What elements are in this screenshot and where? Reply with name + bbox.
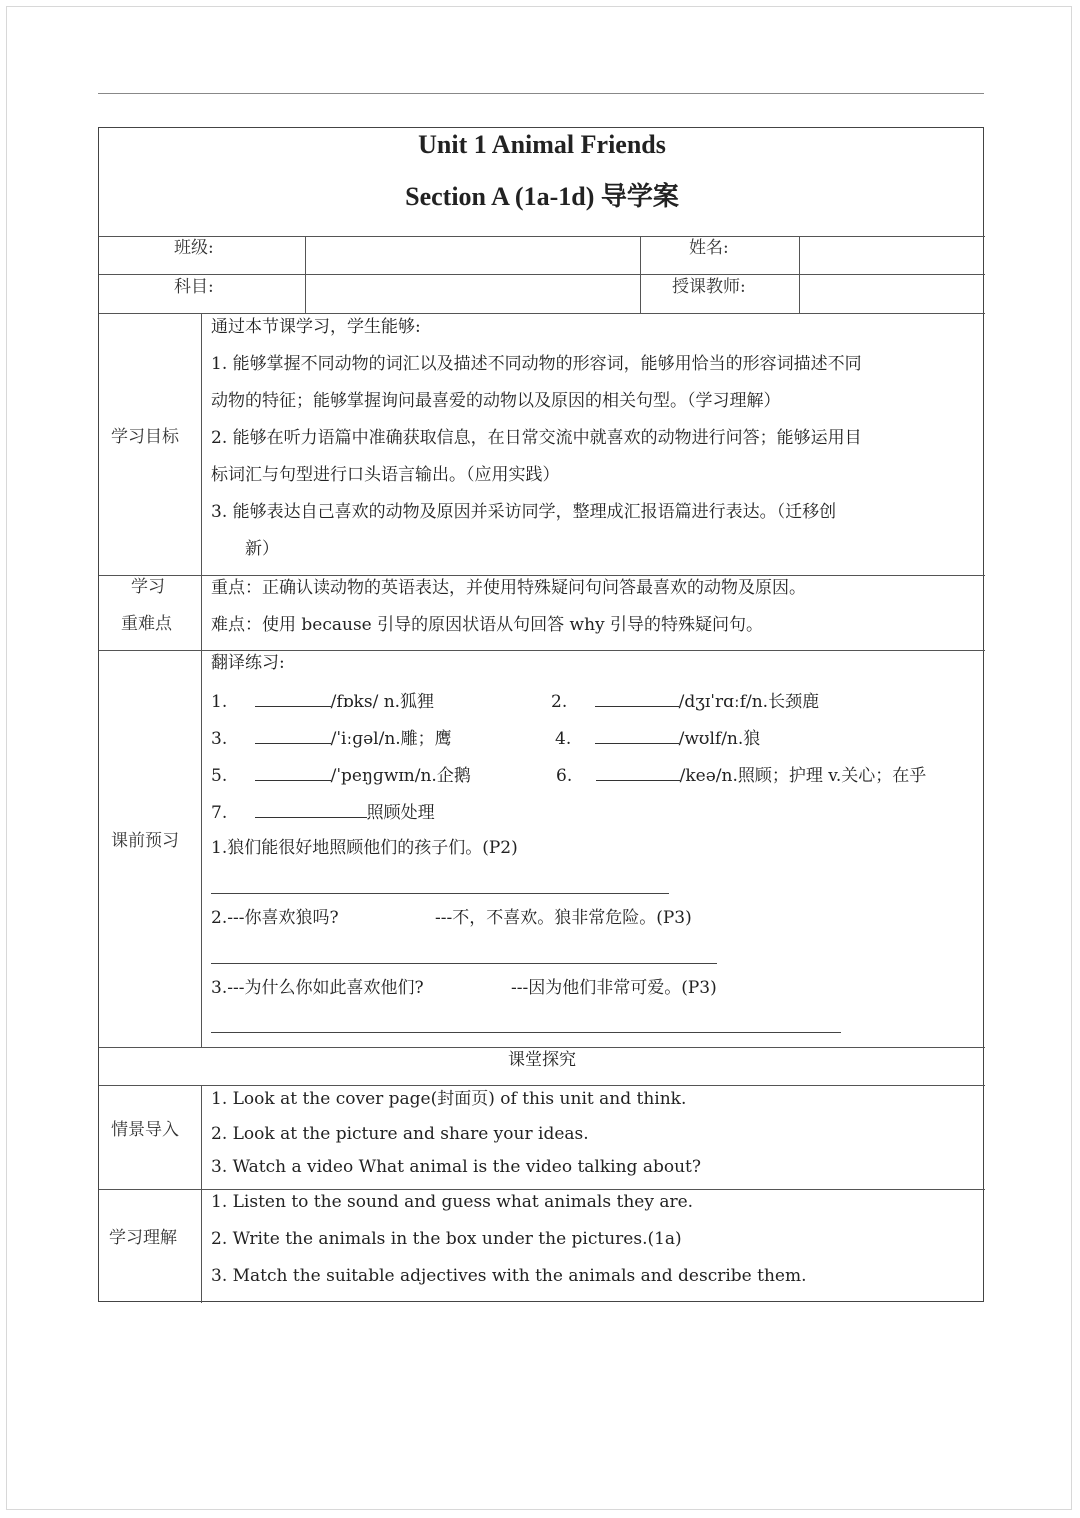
objective-line: 3. 能够表达自己喜欢的动物及原因并采访同学，整理成汇报语篇进行表达。（迁移创	[211, 502, 837, 522]
col-divider	[201, 1085, 202, 1303]
sentence-answer-hint: ---因为他们非常可爱。(P3)	[511, 978, 717, 998]
page-title: Unit 1 Animal Friends	[418, 130, 666, 159]
keypoints-label: 学习	[131, 577, 165, 597]
understanding-item: 1. Listen to the sound and guess what animals they are.	[211, 1192, 694, 1212]
vocab-blank[interactable]	[595, 727, 679, 744]
vocab-item: 1. /fɒks/ n.狐狸	[211, 692, 435, 712]
objective-line: 动物的特征；能够掌握询问最喜爱的动物以及原因的相关句型。（学习理解）	[211, 391, 781, 411]
situation-item: 1. Look at the cover page(封面页) of this unit and think.	[211, 1089, 687, 1109]
keypoint-focus: 重点：正确认读动物的英语表达，并使用特殊疑问句问答最喜欢的动物及原因。	[211, 578, 806, 598]
situation-label: 情景导入	[111, 1120, 179, 1140]
vocab-item: 6. /keə/n.照顾；护理 v.关心；在乎	[556, 766, 927, 786]
vocab-blank[interactable]	[255, 727, 331, 744]
understanding-label: 学习理解	[109, 1228, 177, 1248]
name-field[interactable]	[800, 237, 983, 273]
objective-line: 1. 能够掌握不同动物的词汇以及描述不同动物的形容词，能够用恰当的形容词描述不同	[211, 354, 862, 374]
vocab-blank[interactable]	[255, 801, 367, 818]
vocab-item: 4. /wʊlf/n.狼	[555, 729, 761, 749]
vocab-item: 3. /ˈiːɡəl/n.雕；鹰	[211, 729, 452, 749]
vocab-blank[interactable]	[596, 764, 680, 781]
answer-line[interactable]	[211, 1032, 841, 1033]
situation-item: 3. Watch a video What animal is the video talking about?	[211, 1157, 701, 1177]
row-divider	[99, 1047, 985, 1048]
vocab-item: 7. 照顾处理	[211, 803, 435, 823]
row-divider	[99, 575, 985, 576]
page-subtitle: Section A (1a-1d) 导学案	[405, 182, 679, 211]
answer-line[interactable]	[211, 963, 717, 964]
row-divider	[99, 1085, 985, 1086]
sentence-answer-hint: ---不，不喜欢。狼非常危险。(P3)	[435, 908, 692, 928]
sentence-prompt: 1.狼们能很好地照顾他们的孩子们。(P2)	[211, 838, 518, 858]
understanding-item: 2. Write the animals in the box under the pictures.(1a)	[211, 1229, 682, 1249]
keypoints-label: 重难点	[121, 614, 172, 634]
keypoint-difficulty: 难点：使用 because 引导的原因状语从句回答 why 引导的特殊疑问句。	[211, 615, 764, 635]
vocab-item: 2. /dʒɪˈrɑːf/n.长颈鹿	[551, 692, 820, 712]
col-divider	[640, 236, 641, 313]
subject-field[interactable]	[306, 275, 639, 312]
row-divider	[99, 650, 985, 651]
objectives-intro: 通过本节课学习，学生能够:	[211, 317, 421, 337]
teacher-label: 授课教师:	[672, 277, 746, 297]
class-field[interactable]	[306, 237, 639, 273]
name-label: 姓名:	[689, 238, 729, 258]
worksheet-table	[98, 127, 984, 1302]
sentence-prompt: 3.---为什么你如此喜欢他们?	[211, 978, 424, 998]
objectives-label: 学习目标	[111, 427, 179, 447]
vocab-blank[interactable]	[255, 764, 331, 781]
col-divider	[201, 313, 202, 1047]
preview-heading: 翻译练习:	[211, 653, 285, 673]
row-divider	[99, 313, 985, 314]
answer-line[interactable]	[211, 893, 669, 894]
vocab-item: 5. /ˈpeŋɡwɪn/n.企鹅	[211, 766, 471, 786]
preview-label: 课前预习	[111, 831, 179, 851]
classroom-heading: 课堂探究	[508, 1050, 576, 1070]
objective-line: 标词汇与句型进行口头语言输出。（应用实践）	[211, 465, 560, 485]
header-rule	[98, 93, 984, 94]
objective-line: 新）	[245, 539, 279, 559]
row-divider	[99, 1189, 985, 1190]
subject-label: 科目:	[174, 277, 214, 297]
vocab-blank[interactable]	[255, 690, 331, 707]
situation-item: 2. Look at the picture and share your ideas.	[211, 1124, 589, 1144]
class-label: 班级:	[174, 238, 214, 258]
teacher-field[interactable]	[800, 275, 983, 312]
vocab-blank[interactable]	[595, 690, 679, 707]
objective-line: 2. 能够在听力语篇中准确获取信息，在日常交流中就喜欢的动物进行问答；能够运用目	[211, 428, 862, 448]
sentence-prompt: 2.---你喜欢狼吗?	[211, 908, 339, 928]
understanding-item: 3. Match the suitable adjectives with the animals and describe them.	[211, 1266, 807, 1286]
